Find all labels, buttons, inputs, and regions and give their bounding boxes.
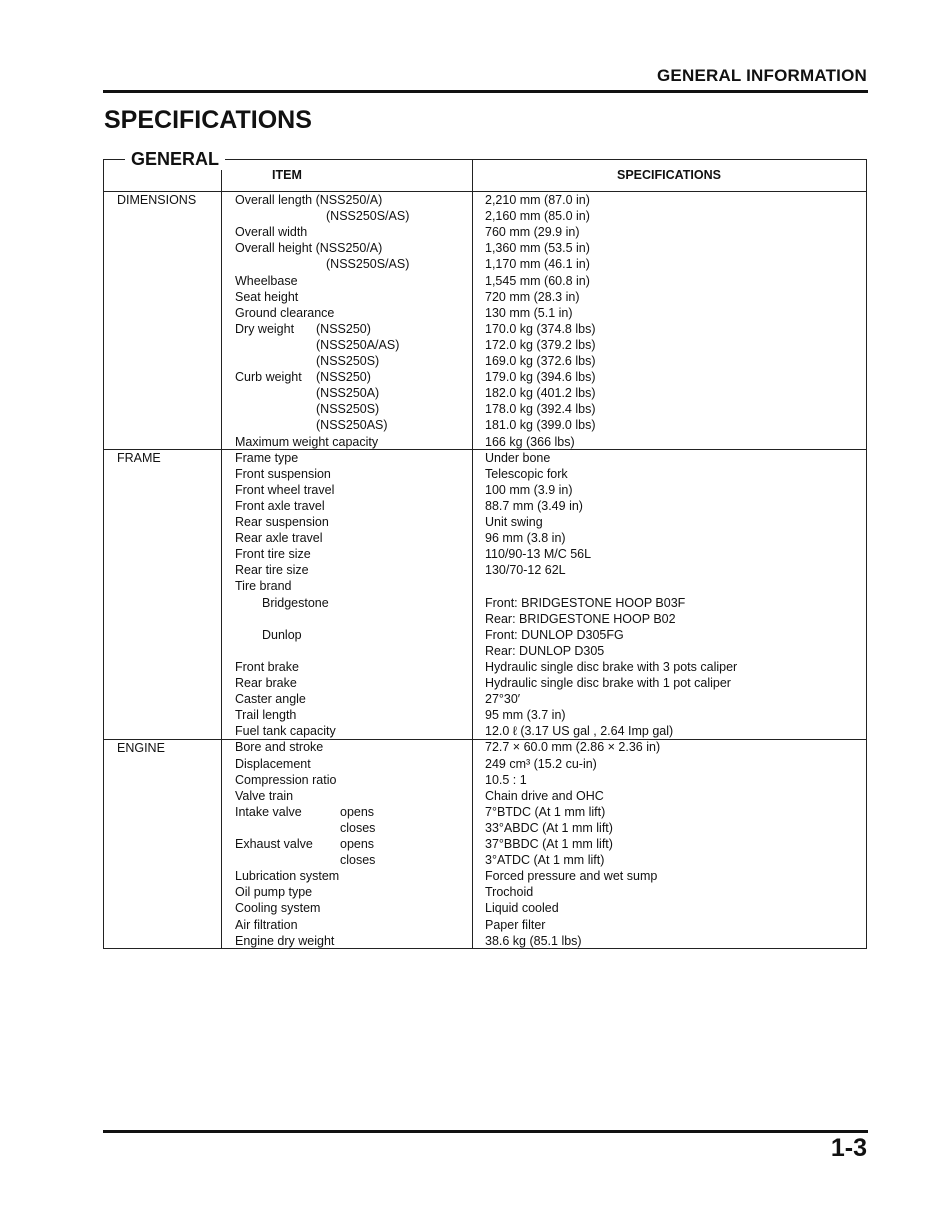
item-label: Rear brake (235, 676, 297, 690)
spec-value: Front: DUNLOP D305FG (485, 627, 624, 642)
footer-rule (103, 1130, 868, 1133)
item-label: Lubrication system (235, 869, 340, 884)
spec-value: 2,160 mm (85.0 in) (485, 209, 590, 224)
item-label: Front suspension (235, 466, 331, 481)
item-variant: opens (340, 837, 375, 851)
spec-value: 172.0 kg (379.2 lbs) (485, 337, 596, 352)
item-variant: Dunlop (262, 627, 302, 642)
item-label: Compression ratio (235, 772, 337, 787)
spec-value: Paper filter (485, 917, 546, 932)
item-label: Front tire size (235, 547, 311, 562)
header-title: GENERAL INFORMATION (657, 66, 867, 85)
spec-value: 100 mm (3.9 in) (485, 482, 573, 497)
category-engine: ENGINE (117, 741, 165, 755)
spec-value: Unit swing (485, 515, 543, 529)
item-label: Exhaust valve (235, 837, 313, 851)
spec-value: 179.0 kg (394.6 lbs) (485, 370, 596, 385)
category-dimensions: DIMENSIONS (117, 193, 197, 207)
spec-value: 1,545 mm (60.8 in) (485, 273, 590, 288)
item-label: Caster angle (235, 692, 306, 707)
item-label: Bore and stroke (235, 740, 324, 755)
spec-value: 249 cm³ (15.2 cu-in) (485, 756, 597, 771)
spec-value: Front: BRIDGESTONE HOOP B03F (485, 595, 686, 610)
spec-value: 3°ATDC (At 1 mm lift) (485, 853, 605, 868)
spec-value: 130/70-12 62L (485, 563, 566, 578)
item-label: Front axle travel (235, 498, 325, 513)
item-variant: (NSS250S/AS) (326, 209, 410, 224)
item-label: Front wheel travel (235, 482, 335, 497)
spec-value: 10.5 : 1 (485, 772, 527, 787)
category-frame: FRAME (117, 451, 161, 465)
spec-value: 170.0 kg (374.8 lbs) (485, 321, 596, 336)
spec-value: 96 mm (3.8 in) (485, 531, 566, 546)
item-label: Oil pump type (235, 885, 313, 900)
item-variant: opens (340, 804, 375, 819)
page-title: SPECIFICATIONS (104, 106, 312, 134)
header-rule (103, 90, 868, 93)
spec-value: 169.0 kg (372.6 lbs) (485, 354, 596, 368)
item-label: Rear axle travel (235, 531, 323, 546)
spec-value: Rear: BRIDGESTONE HOOP B02 (485, 611, 676, 626)
spec-value: 181.0 kg (399.0 lbs) (485, 418, 596, 433)
spec-value: Trochoid (485, 885, 534, 900)
item-variant: closes (340, 820, 376, 835)
spec-value: 720 mm (28.3 in) (485, 289, 580, 304)
spec-value: 27°30′ (485, 692, 521, 707)
item-label: Maximum weight capacity (235, 434, 379, 449)
spec-value: Hydraulic single disc brake with 1 pot caliper (485, 676, 731, 690)
spec-value: Rear: DUNLOP D305 (485, 643, 605, 658)
item-label: Trail length (235, 708, 297, 723)
item-label: Rear tire size (235, 563, 309, 578)
item-label: Displacement (235, 756, 311, 771)
item-label: Overall width (235, 225, 308, 240)
item-label: Intake valve (235, 804, 302, 819)
item-label: Overall height (NSS250/A) (235, 241, 383, 256)
spec-value: 7°BTDC (At 1 mm lift) (485, 804, 606, 819)
item-variant: (NSS250A/AS) (316, 337, 400, 352)
item-label: Air filtration (235, 917, 298, 932)
item-label: Curb weight (235, 370, 302, 385)
page-number: 1-3 (830, 1134, 867, 1162)
item-label: Rear suspension (235, 515, 329, 529)
spec-value: Liquid cooled (485, 901, 559, 916)
item-variant: (NSS250) (316, 321, 371, 336)
spec-value: 178.0 kg (392.4 lbs) (485, 402, 596, 417)
spec-value: 760 mm (29.9 in) (485, 225, 580, 240)
item-label: Front brake (235, 659, 299, 674)
spec-column-divider (472, 159, 473, 949)
spec-value: 12.0 ℓ (3.17 US gal , 2.64 Imp gal) (485, 724, 674, 739)
spec-value: 166 kg (366 lbs) (485, 434, 575, 449)
spec-value: 37°BBDC (At 1 mm lift) (485, 837, 613, 851)
item-label: Seat height (235, 289, 299, 304)
spec-value: Chain drive and OHC (485, 788, 604, 803)
item-label: Valve train (235, 788, 294, 803)
spec-value: 182.0 kg (401.2 lbs) (485, 386, 596, 401)
item-label: Tire brand (235, 579, 292, 594)
item-variant: (NSS250) (316, 370, 371, 385)
item-variant: Bridgestone (262, 595, 329, 610)
item-label: Cooling system (235, 901, 321, 916)
column-header-item: ITEM (272, 168, 302, 182)
spec-value: Forced pressure and wet sump (485, 869, 658, 884)
spec-value: 130 mm (5.1 in) (485, 305, 573, 320)
spec-value: 95 mm (3.7 in) (485, 708, 566, 723)
item-label: Ground clearance (235, 305, 335, 320)
spec-value: 72.7 × 60.0 mm (2.86 × 2.36 in) (485, 740, 661, 755)
spec-value: 1,170 mm (46.1 in) (485, 257, 590, 272)
category-divider (221, 159, 222, 949)
item-label: Overall length (NSS250/A) (235, 193, 383, 207)
spec-value: 88.7 mm (3.49 in) (485, 498, 583, 513)
item-variant: (NSS250AS) (316, 418, 388, 433)
section-label: GENERAL (125, 149, 225, 170)
spec-value: 33°ABDC (At 1 mm lift) (485, 820, 613, 835)
spec-value: 1,360 mm (53.5 in) (485, 241, 590, 256)
spec-value: Under bone (485, 450, 551, 465)
item-variant: (NSS250S/AS) (326, 257, 410, 272)
item-variant: closes (340, 853, 376, 868)
item-label: Frame type (235, 450, 299, 465)
spec-value: Hydraulic single disc brake with 3 pots caliper (485, 659, 738, 674)
item-label: Engine dry weight (235, 933, 335, 948)
item-variant: (NSS250S) (316, 354, 380, 368)
spec-value: 2,210 mm (87.0 in) (485, 193, 590, 207)
item-variant: (NSS250S) (316, 402, 380, 417)
item-label: Fuel tank capacity (235, 724, 336, 739)
spec-value: 38.6 kg (85.1 lbs) (485, 933, 582, 948)
spec-value: 110/90-13 M/C 56L (485, 547, 592, 562)
item-label: Wheelbase (235, 273, 298, 288)
item-label: Dry weight (235, 321, 295, 336)
column-header-spec: SPECIFICATIONS (617, 168, 721, 182)
spec-value: Telescopic fork (485, 466, 568, 481)
item-variant: (NSS250A) (316, 386, 380, 401)
